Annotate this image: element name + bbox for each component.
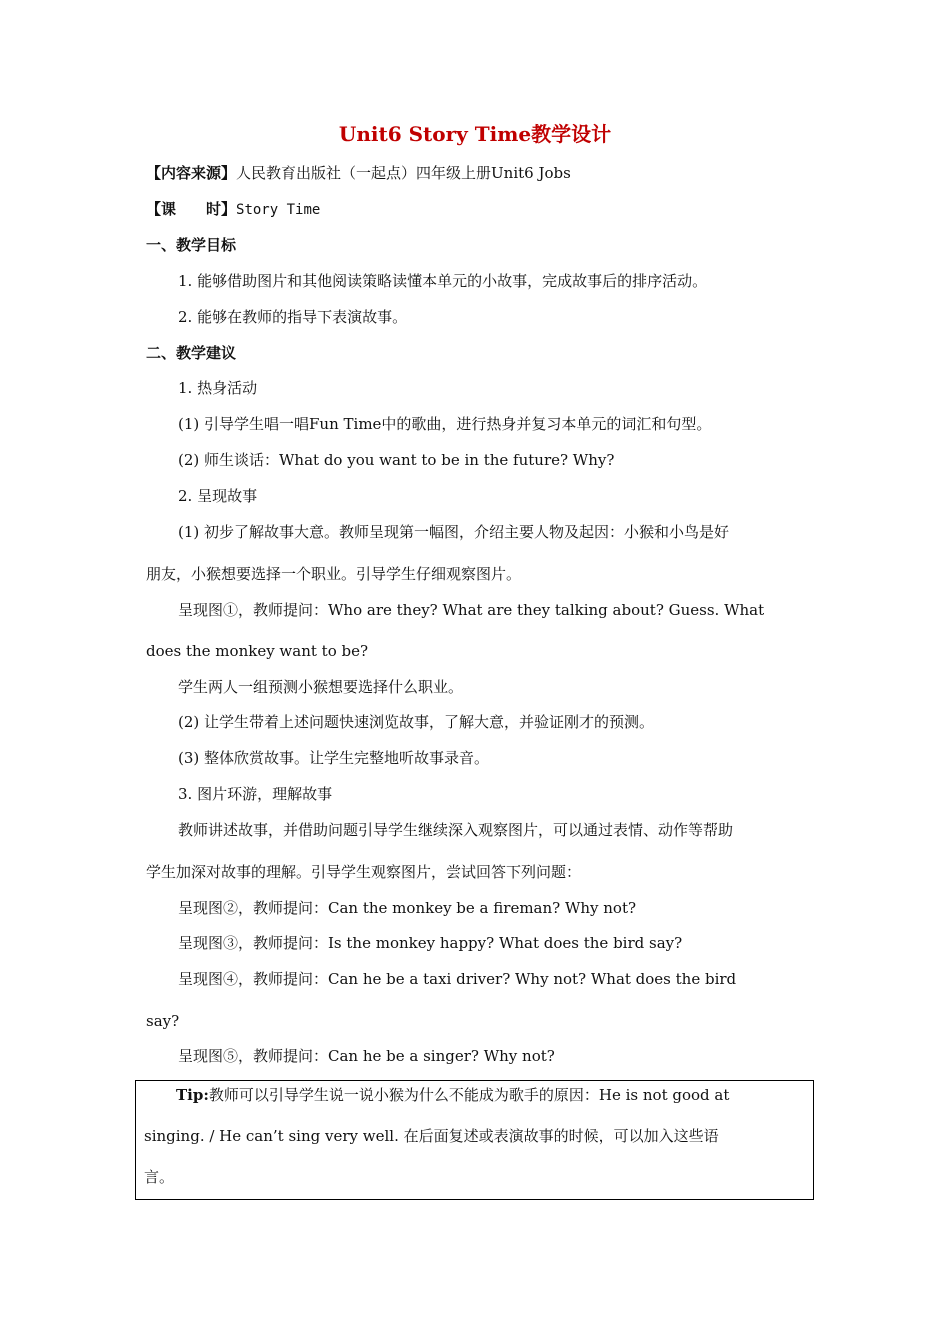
question: 呈现图①，教师提问：Who are they? What are they talking about? Guess. What	[178, 601, 765, 619]
period-label: 【课 时】	[146, 200, 237, 218]
question: 呈现图③，教师提问：Is the monkey happy? What does the bird say?	[178, 934, 683, 952]
tip-box	[135, 1080, 814, 1200]
paragraph: (1) 初步了解故事大意。教师呈现第一幅图，介绍主要人物及起因：小猴和小鸟是好	[178, 523, 730, 541]
paragraph: 学生加深对故事的理解。引导学生观察图片，尝试回答下列问题：	[146, 863, 582, 881]
paragraph: 教师讲述故事，并借助问题引导学生继续深入观察图片，可以通过表情、动作等帮助	[178, 821, 734, 839]
paragraph: (3) 整体欣赏故事。让学生完整地听故事录音。	[178, 749, 490, 767]
step-heading: 1. 热身活动	[178, 379, 258, 397]
class-period	[146, 199, 320, 220]
source-value: 人民教育出版社（一起点）四年级上册Unit6 Jobs	[236, 164, 571, 182]
step-heading: 2. 呈现故事	[178, 487, 258, 505]
question: 呈现图⑤，教师提问：Can he be a singer? Why not?	[178, 1047, 555, 1065]
question: 呈现图④，教师提问：Can he be a taxi driver? Why not? What does the bird	[178, 970, 737, 988]
paragraph: (1) 引导学生唱一唱Fun Time中的歌曲，进行热身并复习本单元的词汇和句型。	[178, 415, 712, 433]
tip-text: 教师可以引导学生说一说小猴为什么不能成为歌手的原因：He is not good at	[208, 1086, 730, 1104]
section-heading-goals: 一、教学目标	[146, 236, 237, 254]
goal-item: 2. 能够在教师的指导下表演故事。	[178, 308, 408, 326]
question: say?	[146, 1012, 180, 1030]
page-title: Unit6 Story Time教学设计	[338, 122, 612, 146]
content-source	[146, 163, 571, 183]
section-heading-suggestions: 二、教学建议	[146, 344, 237, 362]
paragraph: 学生两人一组预测小猴想要选择什么职业。	[178, 678, 464, 696]
goal-item: 1. 能够借助图片和其他阅读策略读懂本单元的小故事，完成故事后的排序活动。	[178, 272, 708, 290]
paragraph: 朋友，小猴想要选择一个职业。引导学生仔细观察图片。	[146, 565, 522, 583]
tip-label: Tip:	[176, 1086, 209, 1104]
tip-line	[176, 1085, 729, 1105]
paragraph: (2) 师生谈话：What do you want to be in the future? Why?	[178, 451, 615, 469]
question: does the monkey want to be?	[146, 642, 369, 660]
step-heading: 3. 图片环游，理解故事	[178, 785, 333, 803]
tip-line: singing. / He can’t sing very well. 在后面复述或表演故事的时候，可以加入这些语	[144, 1127, 719, 1145]
source-label: 【内容来源】	[146, 164, 237, 182]
period-value: Story Time	[236, 202, 321, 218]
tip-line: 言。	[144, 1168, 175, 1186]
question: 呈现图②，教师提问：Can the monkey be a fireman? Why not?	[178, 899, 637, 917]
paragraph: (2) 让学生带着上述问题快速浏览故事，了解大意，并验证刚才的预测。	[178, 713, 655, 731]
